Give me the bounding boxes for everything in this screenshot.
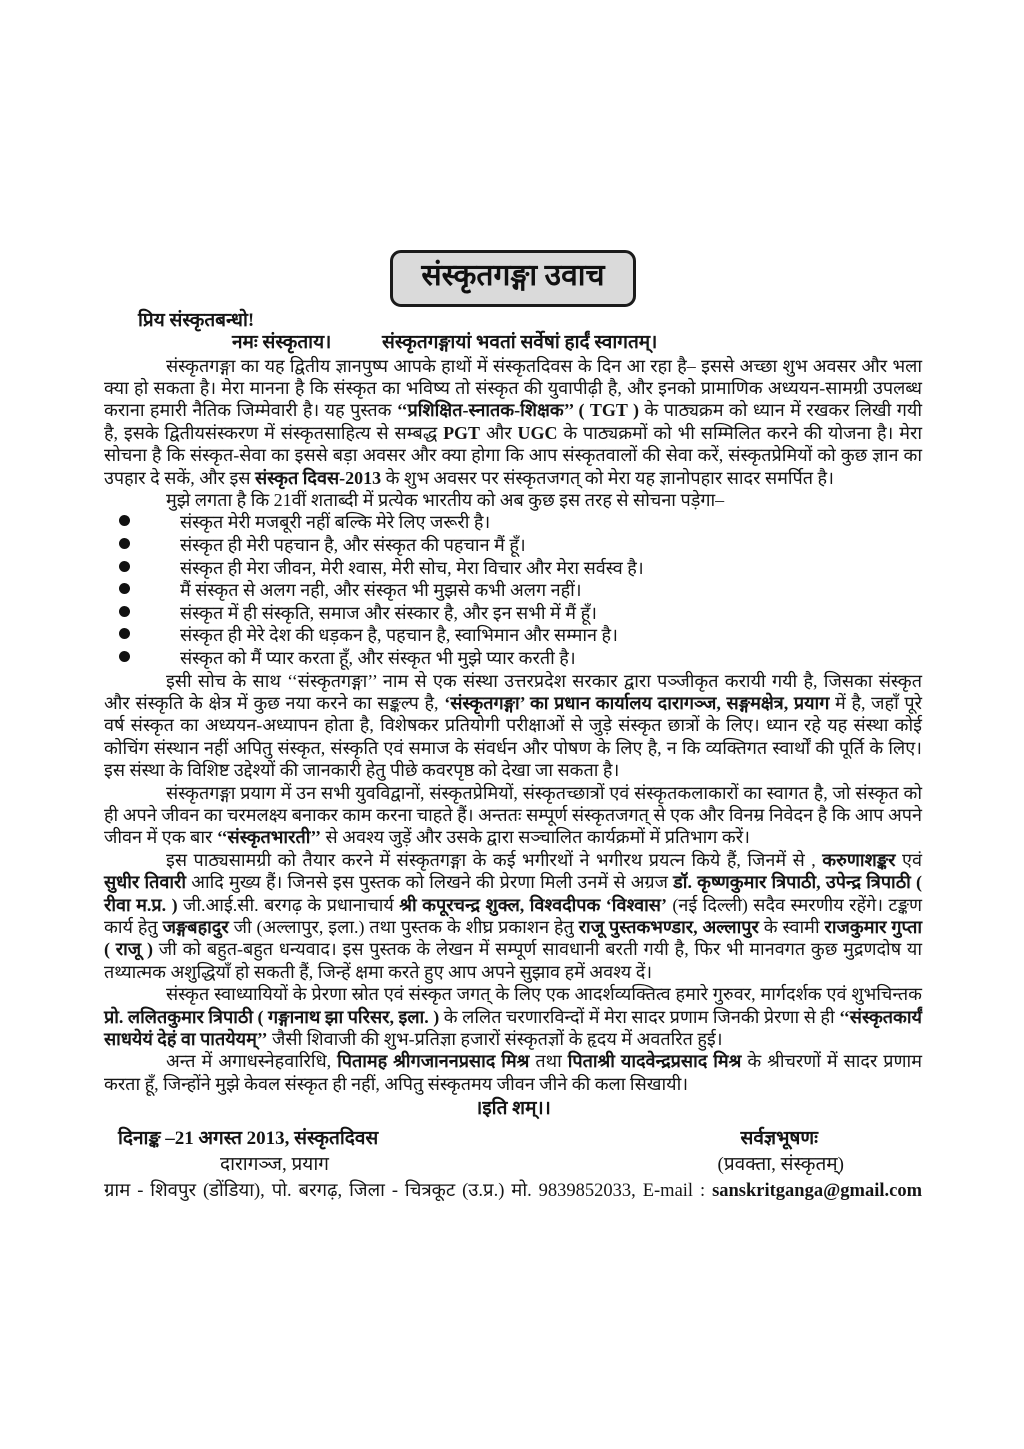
- closing-line: ।इति शम्।।: [475, 1098, 551, 1120]
- list-item: [104, 557, 922, 580]
- footer-row-place: [104, 1152, 922, 1178]
- page-title-box: [390, 250, 635, 307]
- paragraph-family-tribute: अन्त में अगाधस्नेहवारिधि, पितामह श्रीगजाननप्रसाद मिश्र तथा पिताश्री यादवेन्द्रप्रसाद मिश्र के श्रीचरणों में सादर प्रणाम करता हूँ, जिन्होंने मुझे केवल संस्कृत ही नहीं, अपितु संस्कृतमय जीवन जीने की कला सिखायी।: [104, 1051, 922, 1094]
- page-content: [104, 250, 922, 1204]
- list-item: [104, 534, 922, 557]
- list-item: [104, 579, 922, 602]
- invocation-namah: नमः संस्कृताय।: [232, 332, 332, 353]
- paragraph-guru-tribute: संस्कृत स्वाध्यायियों के प्रेरणा स्रोत एवं संस्कृत जगत् के लिए एक आदर्शव्यक्तित्व हमारे गुरुवर, मार्गदर्शक एवं शुभचिन्तक प्रो. ललितकुमार त्रिपाठी ( गङ्गानाथ झा परिसर, इला. ) के ललित चरणारविन्दों में मेरा सादर प्रणाम जिनकी प्रेरणा से ही ‘‘संस्कृतकार्यं साधयेयं देहं वा पातयेयम्’’ जैसी शिवाजी की शुभ-प्रतिज्ञा हजारों संस्कृतज्ञों के हृदय में अवतरित हुई।: [104, 984, 922, 1049]
- footer-date: दिनाङ्क –21 अगस्त 2013, संस्कृतदिवस: [118, 1128, 379, 1150]
- bullet-icon: [119, 561, 130, 572]
- list-item-text: मैं संस्कृत से अलग नही, और संस्कृत भी मुझसे कभी अलग नहीं।: [180, 580, 582, 601]
- footer-row-date: [104, 1126, 922, 1152]
- salutation-line: प्रिय संस्कृतबन्धो!: [138, 310, 255, 331]
- footer-author-name: सर्वज्ञभूषणः: [740, 1128, 818, 1150]
- list-item: [104, 647, 922, 670]
- list-item-text: संस्कृत मेरी मजबूरी नहीं बल्कि मेरे लिए जरूरी है।: [180, 512, 491, 533]
- paragraph-welcome-invite: संस्कृतगङ्गा प्रयाग में उन सभी युवविद्वानों, संस्कृतप्रेमियों, संस्कृतच्छात्रों एवं संस्कृतकलाकारों का स्वागत है, जो संस्कृत को ही अपने जीवन का चरमलक्ष्य बनाकर काम करना चाहते हैं। अन्ततः सम्पूर्ण संस्कृतजगत् से एक और विनम्र निवेदन है कि आप अपने जीवन में एक बार ‘‘संस्कृतभारती’’ से अवश्य जुड़ें और उसके द्वारा सञ्चालित कार्यक्रमों में प्रतिभाग करें।: [104, 782, 922, 848]
- bullet-intro: मुझे लगता है कि 21वीं शताब्दी में प्रत्येक भारतीय को अब कुछ इस तरह से सोचना पड़ेगा–: [166, 489, 725, 510]
- invocation-welcome: संस्कृतगङ्गायां भवतां सर्वेषां हार्दं स्वागतम्।: [382, 332, 658, 353]
- list-item: [104, 624, 922, 647]
- list-item-text: संस्कृत में ही संस्कृति, समाज और संस्कार है, और इन सभी में मैं हूँ।: [180, 602, 597, 623]
- list-item: [104, 602, 922, 625]
- bullet-icon: [119, 583, 130, 594]
- page-title: संस्कृतगङ्गा उवाच: [421, 259, 605, 292]
- list-item: [104, 511, 922, 534]
- bullet-icon: [119, 515, 130, 526]
- footer-contact-line: ग्राम - शिवपुर (डोंडिया), पो. बरगढ़, जिला - चित्रकूट (उ.प्र.) मो. 9839852033, E-mail : sanskritganga@gmail.com: [104, 1181, 922, 1202]
- title-area: [104, 250, 922, 307]
- bullet-icon: [119, 628, 130, 639]
- footer-place: दारागञ्ज, प्रयाग: [220, 1154, 329, 1176]
- list-item-text: संस्कृत ही मेरी पहचान है, और संस्कृत की पहचान मैं हूँ।: [180, 534, 526, 555]
- paragraph-opening: संस्कृतगङ्गा का यह द्वितीय ज्ञानपुष्प आपके हाथों में संस्कृतदिवस के दिन आ रहा है– इससे अच्छा शुभ अवसर और भला क्या हो सकता है। मेरा मानना है कि संस्कृत का भविष्य तो संस्कृत की युवापीढ़ी है, और इनको प्रामाणिक अध्ययन-सामग्री उपलब्ध कराना हमारी नैतिक जिम्मेवारी है। यह पुस्तक ‘‘प्रशिक्षित-स्नातक-शिक्षक’’ ( TGT ) के पाठ्यक्रम को ध्यान में रखकर लिखी गयी है, इसके द्वितीयसंस्करण में संस्कृतसाहित्य से सम्बद्ध PGT और UGC के पाठ्यक्रमों को भी सम्मिलित करने की योजना है। मेरा सोचना है कि संस्कृत-सेवा का इससे बड़ा अवसर और क्या होगा कि आप संस्कृतवालों की सेवा करें, संस्कृतप्रेमियों को कुछ ज्ञान का उपहार दे सकें, और इस संस्कृत दिवस-2013 के शुभ अवसर पर संस्कृतजगत् को मेरा यह ज्ञानोपहार सादर समर्पित है।: [104, 355, 923, 488]
- list-item-text: संस्कृत ही मेरा जीवन, मेरी श्वास, मेरी सोच, मेरा विचार और मेरा सर्वस्व है।: [180, 557, 644, 578]
- bullet-icon: [119, 606, 130, 617]
- paragraph-acknowledgements: इस पाठ्यसामग्री को तैयार करने में संस्कृतगङ्गा के कई भगीरथों ने भगीरथ प्रयत्न किये हैं, जिनमें से , करुणाशङ्कर एवं सुधीर तिवारी आदि मुख्य हैं। जिनसे इस पुस्तक को लिखने की प्रेरणा मिली उनमें से अग्रज डॉ. कृष्णकुमार त्रिपाठी, उपेन्द्र त्रिपाठी ( रीवा म.प्र. ) जी.आई.सी. बरगढ़ के प्रधानाचार्य श्री कपूरचन्द्र शुक्ल, विश्वदीपक ‘विश्वास’ (नई दिल्ली) सदैव स्मरणीय रहेंगे। टङ्कण कार्य हेतु जङ्गबहादुर जी (अल्लापुर, इला.) तथा पुस्तक के शीघ्र प्रकाशन हेतु राजू पुस्तकभण्डार, अल्लापुर के स्वामी राजकुमार गुप्ता ( राजू ) जी को बहुत-बहुत धन्यवाद। इस पुस्तक के लेखन में सम्पूर्ण सावधानी बरती गयी है, फिर भी मानवगत कुछ मुद्रणदोष या तथ्यात्मक अशुद्धियाँ हो सकती हैं, जिन्हें क्षमा करते हुए आप अपने सुझाव हमें अवश्य दें।: [104, 849, 923, 982]
- paragraph-organization: इसी सोच के साथ ‘‘संस्कृतगङ्गा’’ नाम से एक संस्था उत्तरप्रदेश सरकार द्वारा पञ्जीकृत करायी गयी है, जिसका संस्कृत और संस्कृति के क्षेत्र में कुछ नया करने का सङ्कल्प है, ‘संस्कृतगङ्गा’ का प्रधान कार्यालय दारागञ्ज, सङ्गमक्षेत्र, प्रयाग में है, जहाँ पूरे वर्ष संस्कृत का अध्ययन-अध्यापन होता है, विशेषकर प्रतियोगी परीक्षाओं से जुड़े संस्कृत छात्रों के लिए। ध्यान रहे यह संस्था कोई कोचिंग संस्थान नहीं अपितु संस्कृत, संस्कृति एवं समाज के संवर्धन और पोषण के लिए है, न कि व्यक्तिगत स्वार्थों की पूर्ति के लिए। इस संस्था के विशिष्ट उद्देश्यों की जानकारी हेतु पीछे कवरपृष्ठ को देखा जा सकता है।: [104, 670, 923, 781]
- bullet-icon: [119, 538, 130, 549]
- footer: [104, 1126, 922, 1204]
- list-item-text: संस्कृत को मैं प्यार करता हूँ, और संस्कृत भी मुझे प्यार करती है।: [180, 647, 576, 668]
- sanskrit-resolutions-list: [104, 511, 922, 669]
- invocation-line: [104, 332, 922, 355]
- list-item-text: संस्कृत ही मेरे देश की धड़कन है, पहचान है, स्वाभिमान और सम्मान है।: [180, 625, 618, 646]
- bullet-icon: [119, 651, 130, 662]
- footer-author-designation: (प्रवक्ता, संस्कृतम्): [717, 1154, 844, 1176]
